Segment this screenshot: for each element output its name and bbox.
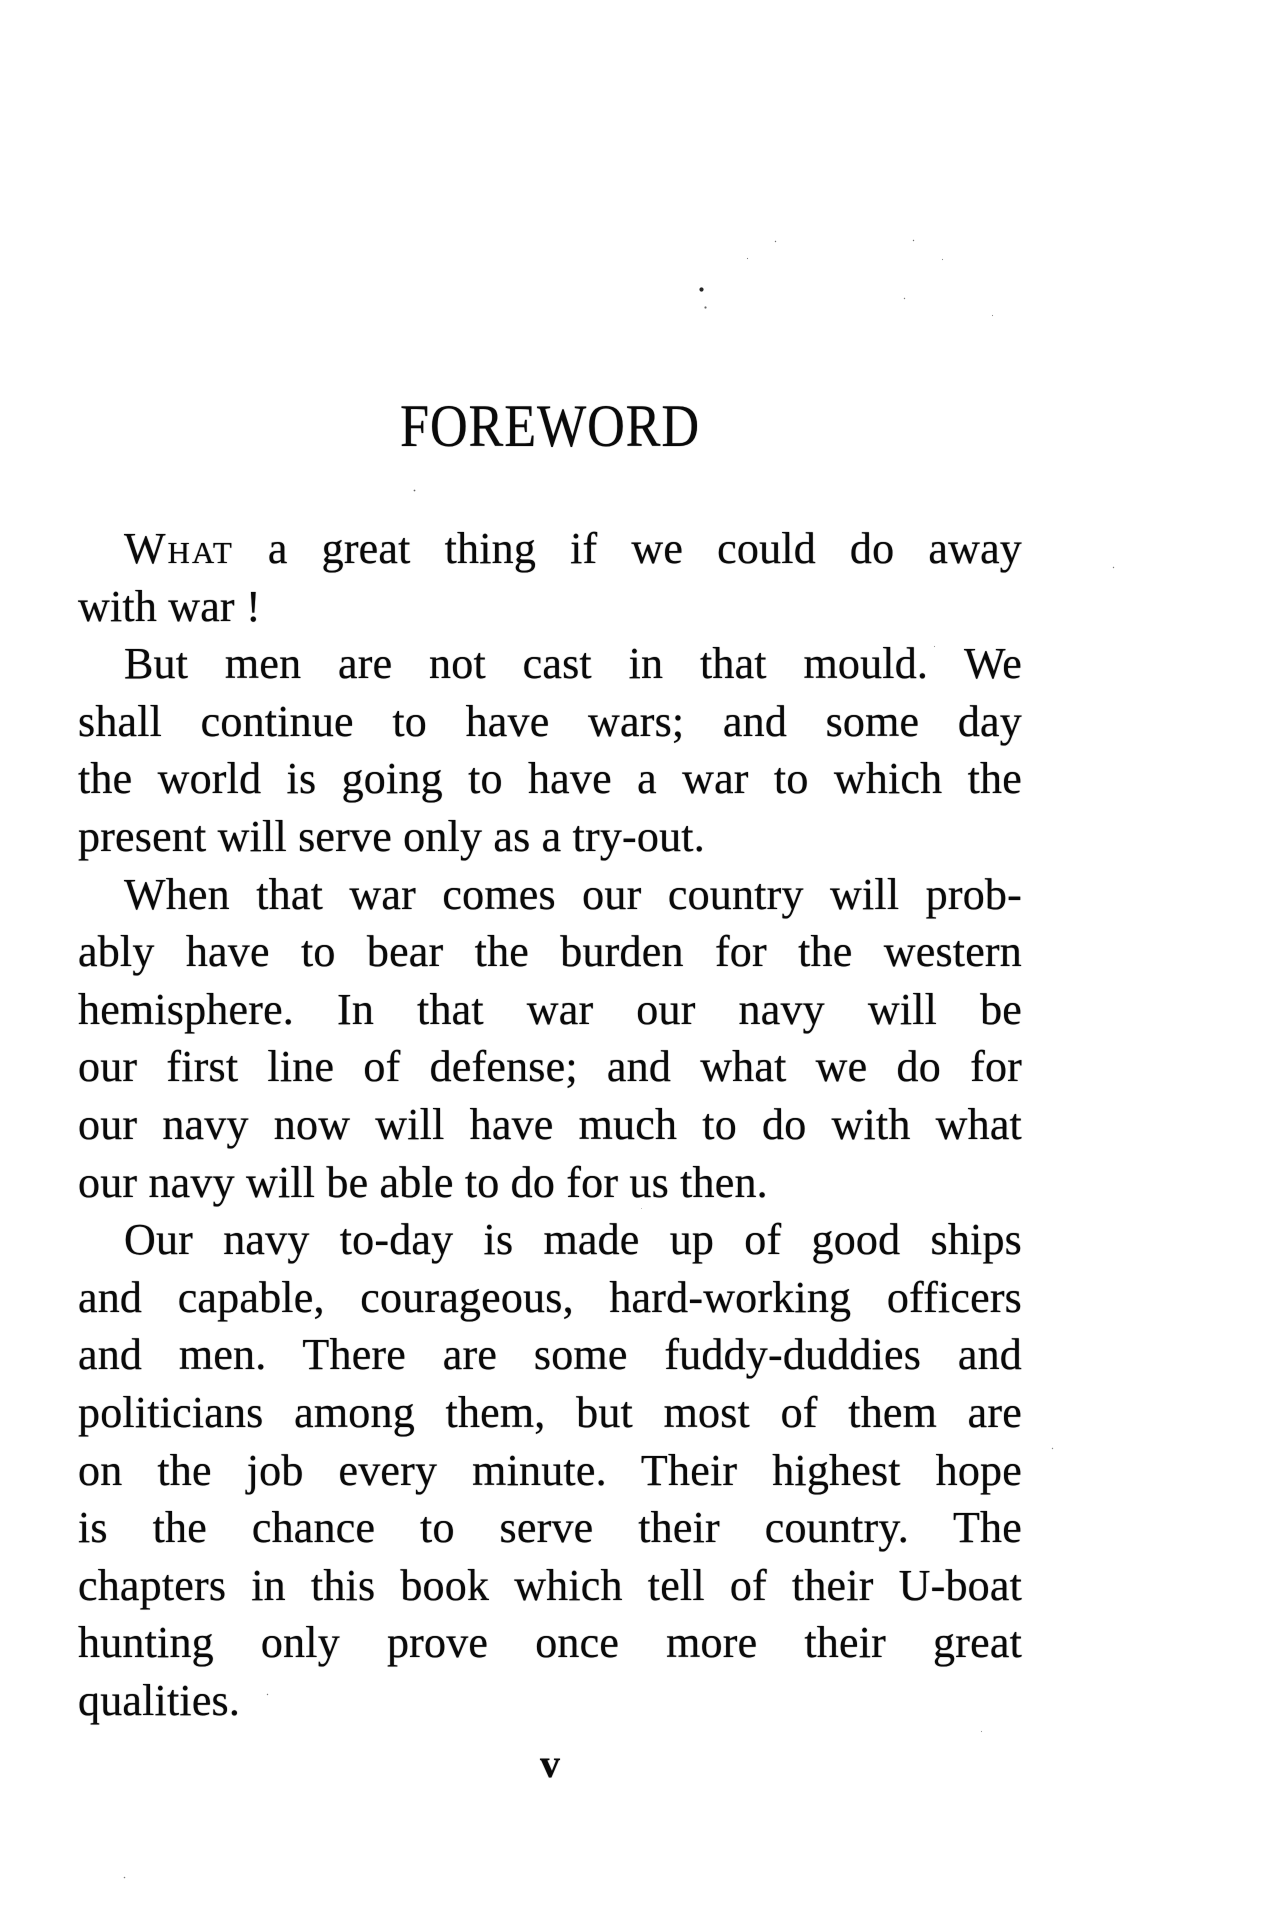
text-line: is the chance to serve their country. The (78, 1503, 1022, 1553)
foreword-text-block (78, 520, 1022, 1729)
text-line: hemisphere. In that war our navy will be (78, 984, 1022, 1034)
page-title: FOREWORD (400, 393, 700, 459)
text-line: with war ! (78, 581, 261, 631)
text-line: politicians among them, but most of them are (78, 1387, 1022, 1437)
text-line: present will serve only as a try-out. (78, 811, 705, 861)
text-line: hunting only prove once more their great (78, 1618, 1022, 1668)
text-line: our first line of defense; and what we do for (78, 1042, 1022, 1092)
text-line: shall continue to have wars; and some day (78, 696, 1022, 746)
text-line: qualities. (78, 1675, 241, 1725)
text-line: But men are not cast in that mould. We (124, 639, 1022, 689)
text-line: the world is going to have a war to which the (78, 754, 1022, 804)
text-line: on the job every minute. Their highest hope (78, 1445, 1022, 1495)
text-line: and men. There are some fuddy-duddies and (78, 1330, 1022, 1380)
text-line: What a great thing if we could do away (124, 524, 1022, 573)
text-line: ably have to bear the burden for the western (78, 927, 1022, 977)
page-number: v (540, 1741, 560, 1786)
text-line: When that war comes our country will prob- (124, 869, 1022, 919)
small-caps-lead: What (124, 524, 234, 573)
text-line: Our navy to-day is made up of good ships (124, 1215, 1022, 1265)
scan-speck-group (0, 0, 3, 3)
text-line: chapters in this book which tell of their U-boat (78, 1560, 1022, 1610)
text-line: and capable, courageous, hard-working officers (78, 1272, 1022, 1322)
text-line: our navy will be able to do for us then. (78, 1157, 768, 1207)
text-line: our navy now will have much to do with what (78, 1099, 1022, 1149)
